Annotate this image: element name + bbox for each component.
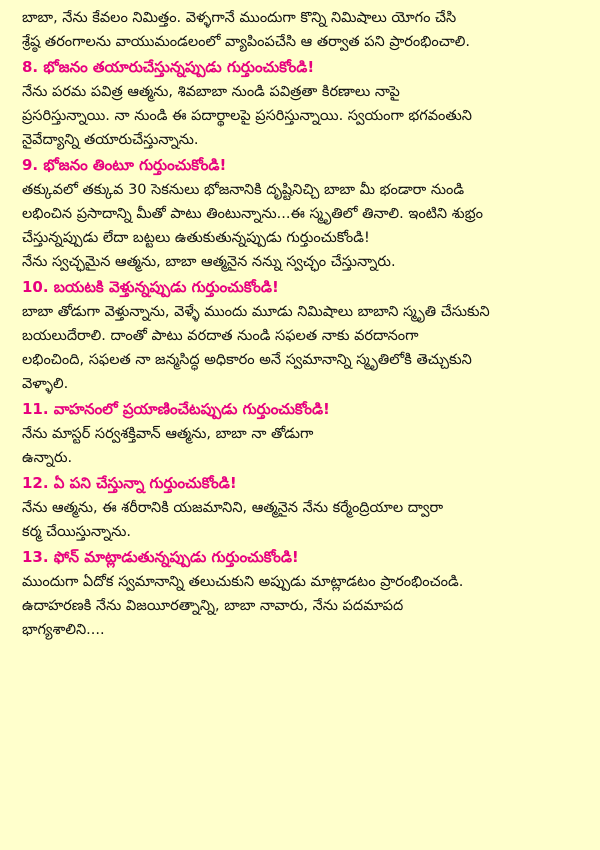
- section-line: తక్కువలో తక్కువ 30 సెకనులు భోజనానికి దృష్టినిచ్చి బాబా మీ భండారా నుండి: [22, 182, 465, 198]
- section-line: బాబా తోడుగా వెళ్తున్నాను, వెళ్ళే ముందు మూడు నిమిషాలు బాబాని స్మృతి చేసుకుని: [22, 304, 490, 320]
- section-heading: 10. బయటకి వెళ్తున్నప్పుడు గుర్తుంచుకోండి!: [22, 278, 279, 296]
- intro-paragraph: [22, 6, 580, 54]
- section-line: ఉన్నారు.: [22, 450, 73, 466]
- section-line: కర్మ చేయిస్తున్నాను.: [22, 524, 132, 540]
- section-heading: 11. వాహనంలో ప్రయాణించేటప్పుడు గుర్తుంచుకోండి!: [22, 400, 330, 418]
- section-heading: 8. భోజనం తయారుచేస్తున్నప్పుడు గుర్తుంచుకోండి!: [22, 58, 315, 76]
- intro-line: శ్రేష్ఠ తరంగాలను వాయుమండలంలో వ్యాపింపచేసి ఆ తర్వాత పని ప్రారంభించాలి.: [22, 34, 470, 50]
- section-9: [22, 153, 580, 274]
- intro-line: బాబా, నేను కేవలం నిమిత్తం. వెళ్ళగానే ముందుగా కొన్ని నిమిషాలు యోగం చేసి: [22, 10, 457, 26]
- section-line: ముందుగా ఏదోక స్వమానాన్ని తలుచుకుని అప్పుడు మాట్లాడటం ప్రారంభించండి.: [22, 574, 464, 590]
- section-12: [22, 471, 580, 544]
- section-heading: 9. భోజనం తింటూ గుర్తుంచుకోండి!: [22, 156, 227, 174]
- section-10: [22, 275, 580, 396]
- section-line: లభించిన ప్రసాదాన్ని మీతో పాటు తింటున్నాను...ఈ స్మృతిలో తినాలి. ఇంటిని శుభ్రం: [22, 206, 483, 222]
- section-line: నేను స్వచ్ఛమైన ఆత్మను, బాబా ఆత్మనైన నన్ను స్వచ్ఛం చేస్తున్నారు.: [22, 254, 396, 270]
- section-heading: 12. ఏ పని చేస్తున్నా గుర్తుంచుకోండి!: [22, 474, 237, 492]
- section-line: నేను పరమ పవిత్ర ఆత్మను, శివబాబా నుండి పవిత్రతా కిరణాలు నాపై: [22, 84, 400, 100]
- section-heading: 13. ఫోన్ మాట్లాడుతున్నప్పుడు గుర్తుంచుకోండి!: [22, 548, 299, 566]
- section-line: లభించింది, సఫలత నా జన్మసిద్ధ అధికారం అనే స్వమానాన్ని స్మృతిలోకి తెచ్చుకుని: [22, 352, 472, 368]
- section-line: చేస్తున్నప్పుడు లేదా బట్టలు ఉతుకుతున్నప్పుడు గుర్తుంచుకోండి!: [22, 230, 370, 246]
- section-line: నైవేద్యాన్ని తయారుచేస్తున్నాను.: [22, 132, 199, 148]
- section-line: నేను ఆత్మను, ఈ శరీరానికి యజమానిని, ఆత్మనైన నేను కర్మేంద్రియాల ద్వారా: [22, 500, 444, 516]
- section-line: బయలుదేరాలి. దాంతో పాటు వరదాత నుండి సఫలత నాకు వరదానంగా: [22, 328, 419, 344]
- section-13: [22, 545, 580, 642]
- section-11: [22, 397, 580, 470]
- section-line: ప్రసరిస్తున్నాయి. నా నుండి ఈ పదార్థాలపై ప్రసరిస్తున్నాయి. స్వయంగా భగవంతుని: [22, 108, 472, 124]
- section-line: భాగ్యశాలిని....: [22, 622, 105, 638]
- section-line: ఉదాహరణకి నేను విజయీరత్నాన్ని, బాబా నావారు, నేను పదమాపద: [22, 598, 404, 614]
- section-line: వెళ్ళాలి.: [22, 376, 69, 392]
- section-8: [22, 55, 580, 152]
- section-line: నేను మాస్టర్ సర్వశక్తివాన్ ఆత్మను, బాబా నా తోడుగా: [22, 426, 314, 442]
